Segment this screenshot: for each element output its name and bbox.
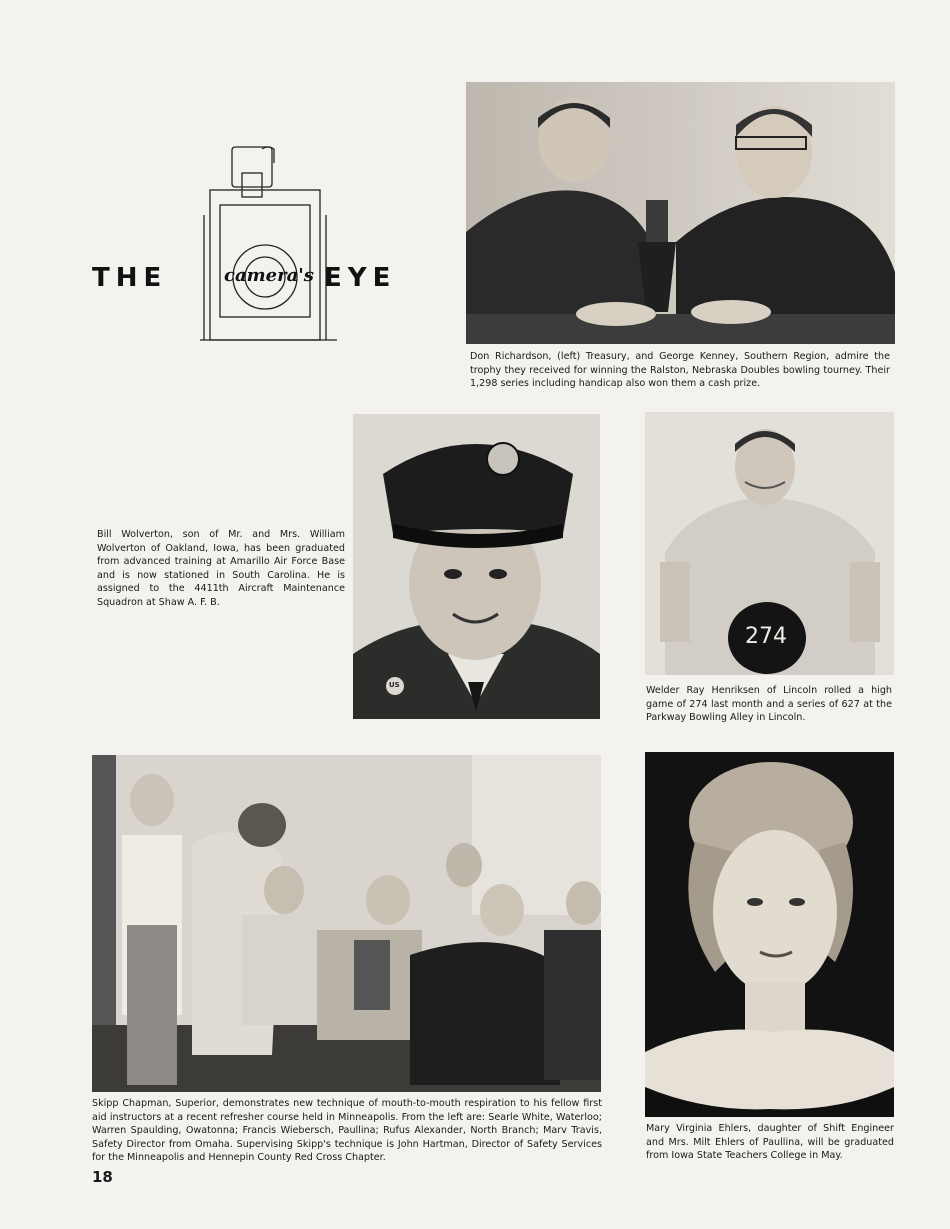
masthead-title-eye: EYE xyxy=(324,263,397,293)
photo-bowler-with-ball xyxy=(645,412,894,675)
caption-chapman: Skipp Chapman, Superior, demonstrates new technique of mouth-to-mouth respiration to his fellow first aid instructors at a recent refresher course held in Minneapolis. From the left are: Searle White, Waterloo; Warren Spaulding, Owatonna; Francis Wiebersch, Paullina; Rufus Alexander, North Branch; Marv Travis, Safety Director from Omaha. Supervising Skipp's technique is John Hartman, Director of Safety Services for the Minneapolis and Hennepin County Red Cross Chapter. xyxy=(92,1098,602,1164)
caption-henriksen: Welder Ray Henriksen of Lincoln rolled a high game of 274 last month and a series of 627 at the Parkway Bowling Alley in Lincoln. xyxy=(646,685,892,724)
masthead-title-the: THE xyxy=(92,263,168,293)
caption-wolverton: Bill Wolverton, son of Mr. and Mrs. William Wolverton of Oakland, Iowa, has been graduated from advanced training at Amarillo Air Force Base and is now stationed in South Carolina. He is assigned to the 4411th Aircraft Maintenance Squadron at Shaw A. F. B. xyxy=(97,529,345,608)
camera-illustration xyxy=(92,145,452,345)
us-collar-badge: US xyxy=(389,681,400,689)
caption-ehlers: Mary Virginia Ehlers, daughter of Shift Engineer and Mrs. Milt Ehlers of Paullina, will be graduated from Iowa State Teachers College in May. xyxy=(646,1123,894,1162)
photo-bowlers-trophy xyxy=(466,82,895,344)
page-number: 18 xyxy=(92,1168,113,1186)
bowling-ball-score: 274 xyxy=(745,624,787,649)
masthead-title-cameras: camera's xyxy=(224,265,314,286)
photo-graduate-portrait xyxy=(645,752,894,1117)
photo-airman-portrait xyxy=(353,414,600,719)
caption-bowlers: Don Richardson, (left) Treasury, and George Kenney, Southern Region, admire the trophy they received for winning the Ralston, Nebraska Doubles bowling tourney. Their 1,298 series including handicap also won them a cash prize. xyxy=(470,351,890,390)
masthead xyxy=(92,145,452,345)
photo-first-aid-group xyxy=(92,755,601,1092)
